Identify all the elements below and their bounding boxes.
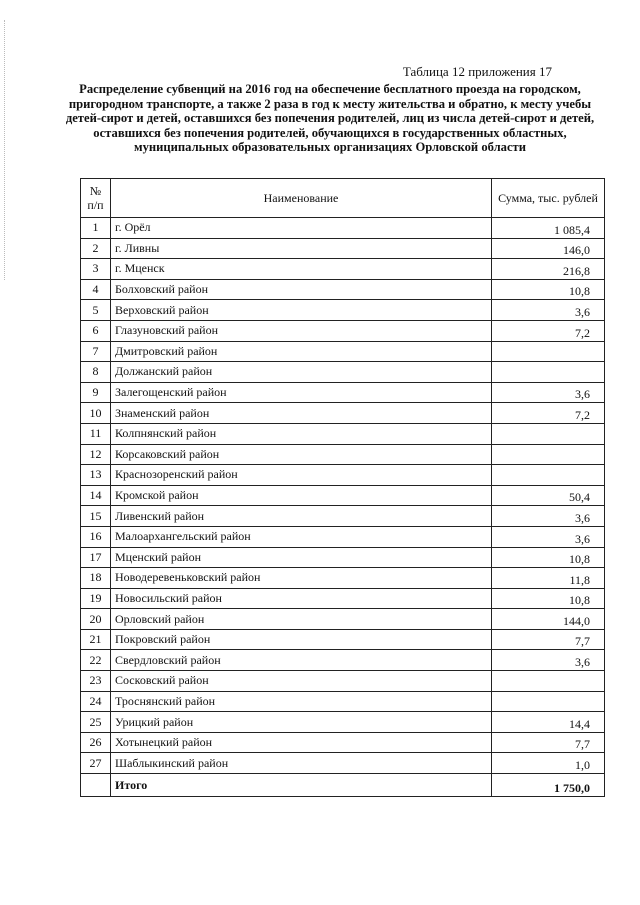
row-num: 10 [81, 403, 111, 424]
row-sum: 7,2 [492, 320, 605, 341]
row-sum: 1,0 [492, 753, 605, 774]
row-num: 11 [81, 423, 111, 444]
table-row [81, 547, 605, 568]
row-sum [492, 423, 605, 444]
row-num: 7 [81, 341, 111, 362]
table-row [81, 238, 605, 259]
row-num: 2 [81, 238, 111, 259]
table-caption: Таблица 12 приложения 17 [402, 64, 552, 79]
row-num: 18 [81, 568, 111, 589]
row-name: Новодеревеньковский район [111, 568, 492, 589]
table-row [81, 526, 605, 547]
row-sum: 11,8 [492, 568, 605, 589]
row-name: Сосковский район [111, 671, 492, 692]
row-name: г. Мценск [111, 259, 492, 280]
row-num: 25 [81, 712, 111, 733]
row-sum: 144,0 [492, 609, 605, 630]
row-sum: 3,6 [492, 300, 605, 321]
row-sum: 216,8 [492, 259, 605, 280]
row-sum: 7,7 [492, 732, 605, 753]
row-name: Залегощенский район [111, 382, 492, 403]
table-header-row [81, 179, 605, 218]
table-row [81, 485, 605, 506]
row-name: Знаменский район [111, 403, 492, 424]
row-sum [492, 465, 605, 486]
row-num: 26 [81, 732, 111, 753]
row-name: Кромской район [111, 485, 492, 506]
row-name: Должанский район [111, 362, 492, 383]
table-row [81, 609, 605, 630]
row-num: 9 [81, 382, 111, 403]
table-row [81, 732, 605, 753]
row-name: г. Орёл [111, 218, 492, 239]
table-row [81, 650, 605, 671]
row-num: 8 [81, 362, 111, 383]
row-sum [492, 341, 605, 362]
table-row [81, 423, 605, 444]
row-sum [492, 362, 605, 383]
table-row [81, 382, 605, 403]
row-name: Дмитровский район [111, 341, 492, 362]
table-row [81, 259, 605, 280]
total-row [81, 774, 605, 797]
header-name: Наименование [111, 179, 492, 218]
row-name: Орловский район [111, 609, 492, 630]
row-num: 12 [81, 444, 111, 465]
table-row [81, 320, 605, 341]
row-name: Новосильский район [111, 588, 492, 609]
row-sum: 3,6 [492, 650, 605, 671]
table-row [81, 568, 605, 589]
row-sum: 10,8 [492, 279, 605, 300]
row-name: Глазуновский район [111, 320, 492, 341]
row-sum: 14,4 [492, 712, 605, 733]
row-name: Урицкий район [111, 712, 492, 733]
row-num: 16 [81, 526, 111, 547]
row-num: 3 [81, 259, 111, 280]
row-sum [492, 671, 605, 692]
table-row [81, 671, 605, 692]
table-row [81, 506, 605, 527]
table-row [81, 403, 605, 424]
row-num: 14 [81, 485, 111, 506]
table-row [81, 279, 605, 300]
row-num: 22 [81, 650, 111, 671]
table-row [81, 218, 605, 239]
row-sum [492, 444, 605, 465]
scan-margin-line [4, 20, 6, 280]
row-sum: 3,6 [492, 526, 605, 547]
row-num: 6 [81, 320, 111, 341]
row-sum: 10,8 [492, 547, 605, 568]
row-sum: 50,4 [492, 485, 605, 506]
row-name: Верховский район [111, 300, 492, 321]
row-sum [492, 691, 605, 712]
row-name: Свердловский район [111, 650, 492, 671]
row-sum: 146,0 [492, 238, 605, 259]
row-name: Ливенский район [111, 506, 492, 527]
table-row [81, 465, 605, 486]
table-row [81, 341, 605, 362]
header-sum: Сумма, тыс. рублей [492, 179, 605, 218]
row-sum: 1 085,4 [492, 218, 605, 239]
row-num: 23 [81, 671, 111, 692]
row-num: 13 [81, 465, 111, 486]
row-sum: 3,6 [492, 382, 605, 403]
table-row [81, 712, 605, 733]
row-name: Колпнянский район [111, 423, 492, 444]
row-num: 1 [81, 218, 111, 239]
total-label: Итого [111, 774, 492, 797]
row-sum: 7,2 [492, 403, 605, 424]
row-name: Мценский район [111, 547, 492, 568]
row-num: 20 [81, 609, 111, 630]
row-name: Троснянский район [111, 691, 492, 712]
total-num [81, 774, 111, 797]
table-row [81, 362, 605, 383]
row-name: Корсаковский район [111, 444, 492, 465]
total-sum: 1 750,0 [492, 774, 605, 797]
row-num: 19 [81, 588, 111, 609]
row-num: 21 [81, 629, 111, 650]
row-name: Малоархангельский район [111, 526, 492, 547]
row-num: 24 [81, 691, 111, 712]
table-row [81, 691, 605, 712]
row-num: 15 [81, 506, 111, 527]
subsidy-table [80, 178, 605, 797]
document-title: Распределение субвенций на 2016 год на обеспечение бесплатного проезда на городском, пригородном транспорте, а также 2 раза в год к месту жительства и обратно, к месту учебы детей-сирот и детей, оставшихся без попечения родителей, лиц из числа детей-сирот и детей, оставшихся без попечения родителей, обучающихся в государственных областных, муниципальных образовательных организациях Орловской области [65, 82, 595, 155]
table-row [81, 588, 605, 609]
table-row [81, 753, 605, 774]
row-num: 5 [81, 300, 111, 321]
row-num: 27 [81, 753, 111, 774]
row-sum: 3,6 [492, 506, 605, 527]
table-row [81, 629, 605, 650]
row-sum: 7,7 [492, 629, 605, 650]
row-name: Хотынецкий район [111, 732, 492, 753]
row-name: г. Ливны [111, 238, 492, 259]
row-name: Болховский район [111, 279, 492, 300]
header-num: № п/п [81, 179, 111, 218]
row-name: Шаблыкинский район [111, 753, 492, 774]
table-row [81, 300, 605, 321]
row-num: 17 [81, 547, 111, 568]
row-name: Покровский район [111, 629, 492, 650]
row-name: Краснозоренский район [111, 465, 492, 486]
row-sum: 10,8 [492, 588, 605, 609]
table-row [81, 444, 605, 465]
row-num: 4 [81, 279, 111, 300]
